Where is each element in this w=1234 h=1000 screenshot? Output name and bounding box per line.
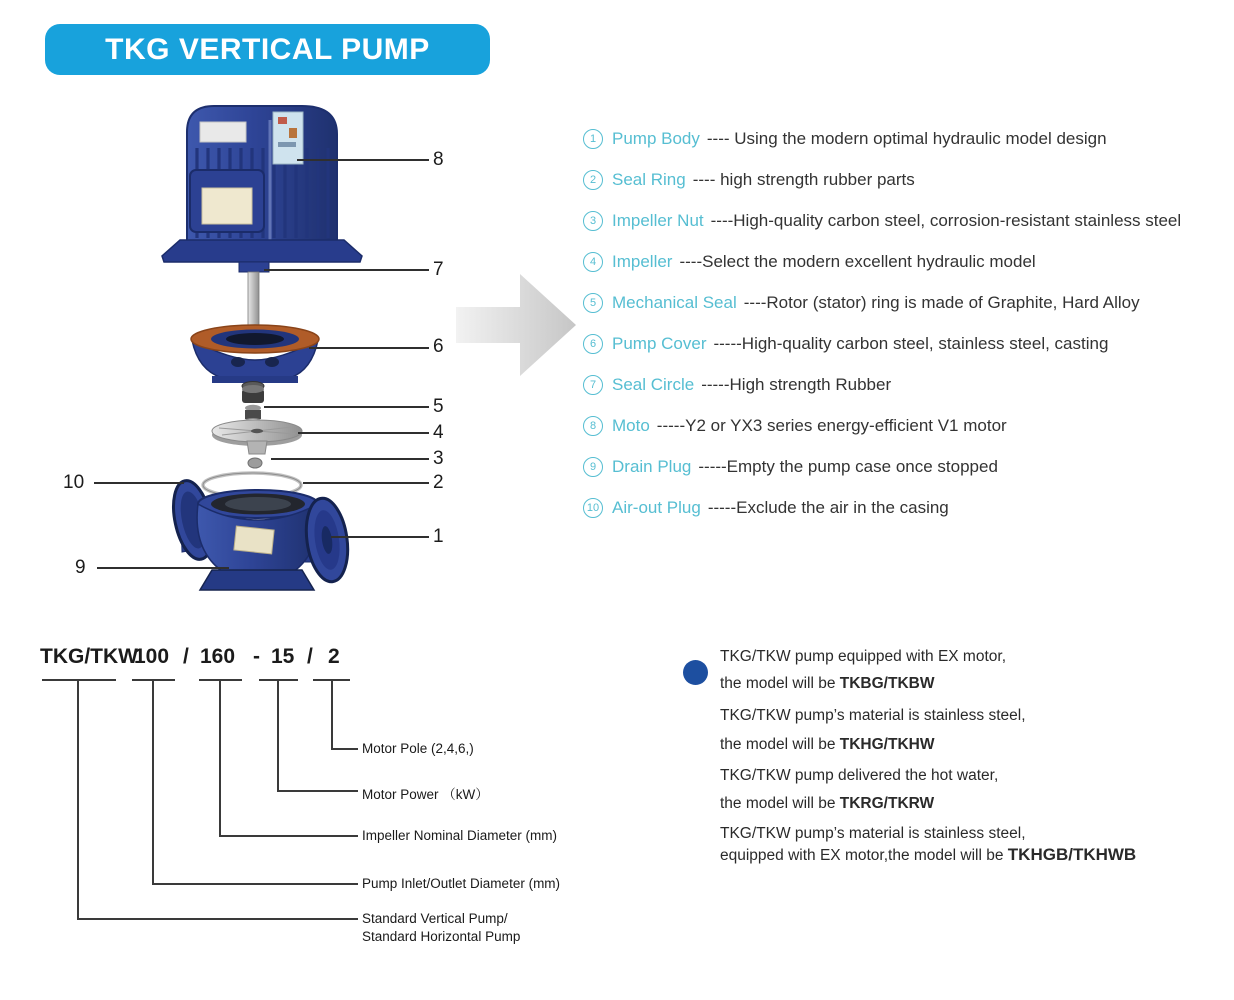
- model-separator: /: [183, 645, 189, 668]
- model-tree-line: [219, 681, 221, 837]
- part-row: [583, 487, 1234, 528]
- callout-line: [97, 567, 229, 569]
- model-code: TKHGB/TKHWB: [1007, 845, 1137, 864]
- model-underline: [42, 679, 116, 681]
- callout-line: [271, 458, 429, 460]
- model-label-standard-h: Standard Horizontal Pump: [362, 929, 521, 944]
- model-tree-line: [77, 918, 358, 920]
- model-label-motor-pole: Motor Pole (2,4,6,): [362, 741, 474, 756]
- model-tree-line: [277, 790, 358, 792]
- model-tree-line: [331, 681, 333, 750]
- model-code: TKHG/TKHW: [839, 736, 935, 753]
- notes-block: [680, 648, 1160, 865]
- model-label-standard-v: Standard Vertical Pump/: [362, 911, 508, 926]
- part-description: -----Empty the pump case once stopped: [698, 456, 998, 476]
- callout-line: [264, 269, 429, 271]
- part-number-badge: 10: [583, 498, 603, 518]
- callout-line: [309, 347, 429, 349]
- model-tree-line: [219, 835, 358, 837]
- note-line: equipped with EX motor,the model will be TKHGB/TKHWB: [720, 845, 1137, 864]
- part-name: Seal Ring: [612, 169, 686, 189]
- parts-list: [583, 118, 1234, 528]
- note-line: the model will be TKBG/TKBW: [720, 675, 935, 692]
- part-number-badge: 2: [583, 170, 603, 190]
- note-line: the model will be TKHG/TKHW: [720, 736, 935, 753]
- part-name: Moto: [612, 415, 650, 435]
- part-number-badge: 7: [583, 375, 603, 395]
- part-row: [583, 118, 1234, 159]
- impeller-shape: [212, 420, 302, 454]
- part-number-badge: 8: [583, 416, 603, 436]
- part-row: [583, 446, 1234, 487]
- part-number-badge: 6: [583, 334, 603, 354]
- part-name: Seal Circle: [612, 374, 695, 394]
- part-name: Air-out Plug: [612, 497, 701, 517]
- title-banner: [45, 24, 490, 75]
- part-description: -----Y2 or YX3 series energy-efficient V1 motor: [656, 415, 1007, 435]
- part-row: [583, 159, 1234, 200]
- part-description: -----High strength Rubber: [701, 374, 892, 394]
- callout-9: 9: [75, 557, 86, 578]
- page-title: TKG VERTICAL PUMP: [105, 32, 430, 66]
- model-tree-line: [77, 681, 79, 920]
- model-tree-line: [152, 883, 358, 885]
- model-code: TKBG/TKBW: [839, 675, 935, 692]
- part-name: Pump Cover: [612, 333, 707, 353]
- model-separator: /: [307, 645, 313, 668]
- note-line: TKG/TKW pump delivered the hot water,: [720, 767, 999, 784]
- part-row: [583, 364, 1234, 405]
- model-segment-inlet: 100: [134, 645, 170, 668]
- callout-line: [331, 536, 429, 538]
- part-row: [583, 323, 1234, 364]
- part-description: ----High-quality carbon steel, corrosion-resistant stainless steel: [710, 210, 1182, 230]
- part-number-badge: 5: [583, 293, 603, 313]
- note-line: the model will be TKRG/TKRW: [720, 795, 935, 812]
- part-row: [583, 282, 1234, 323]
- callout-6: 6: [433, 336, 444, 357]
- part-number-badge: 1: [583, 129, 603, 149]
- model-code: TKRG/TKRW: [839, 795, 935, 812]
- callout-line: [264, 406, 429, 408]
- note-line: TKG/TKW pump’s material is stainless steel,: [720, 825, 1026, 842]
- part-number-badge: 9: [583, 457, 603, 477]
- part-description: ----Select the modern excellent hydraulic model: [679, 251, 1036, 271]
- part-name: Drain Plug: [612, 456, 692, 476]
- callout-4: 4: [433, 422, 444, 443]
- note-line: TKG/TKW pump’s material is stainless steel,: [720, 707, 1026, 724]
- part-description: ---- Using the modern optimal hydraulic model design: [706, 128, 1107, 148]
- model-tree-line: [331, 748, 358, 750]
- pump-body-shape: [167, 477, 353, 590]
- model-label-motor-power: Motor Power （kW）: [362, 787, 489, 802]
- callout-line: [94, 482, 184, 484]
- bullet-icon: [683, 660, 708, 685]
- arrow-right-icon: [450, 262, 582, 384]
- motor-shape: [162, 106, 362, 262]
- callout-2: 2: [433, 472, 444, 493]
- pump-cover-shape: [191, 325, 319, 383]
- part-name: Mechanical Seal: [612, 292, 737, 312]
- part-description: ----Rotor (stator) ring is made of Graphite, Hard Alloy: [743, 292, 1140, 312]
- model-segment-series: TKG/TKW: [40, 645, 138, 668]
- part-description: -----Exclude the air in the casing: [707, 497, 949, 517]
- callout-line: [303, 482, 429, 484]
- callout-5: 5: [433, 396, 444, 417]
- model-label-impeller-dia: Impeller Nominal Diameter (mm): [362, 828, 558, 843]
- model-segment-pole: 2: [328, 645, 340, 668]
- model-segment-power: 15: [271, 645, 295, 668]
- impeller-nut-shape: [248, 458, 262, 468]
- callout-line: [297, 159, 429, 161]
- part-number-badge: 3: [583, 211, 603, 231]
- part-row: [583, 405, 1234, 446]
- callout-7: 7: [433, 259, 444, 280]
- model-separator: -: [253, 645, 260, 668]
- callout-3: 3: [433, 448, 444, 469]
- part-name: Pump Body: [612, 128, 700, 148]
- callout-line: [298, 432, 429, 434]
- part-row: [583, 241, 1234, 282]
- part-number-badge: 4: [583, 252, 603, 272]
- mechanical-seal-shape: [242, 382, 264, 426]
- model-tree-line: [277, 681, 279, 792]
- model-tree-line: [152, 681, 154, 885]
- callout-10: 10: [63, 472, 85, 493]
- part-name: Impeller Nut: [612, 210, 704, 230]
- part-description: ---- high strength rubber parts: [692, 169, 915, 189]
- note-line: TKG/TKW pump equipped with EX motor,: [720, 648, 1007, 665]
- callout-1: 1: [433, 526, 444, 547]
- model-segment-impeller: 160: [200, 645, 236, 668]
- part-row: [583, 200, 1234, 241]
- part-description: -----High-quality carbon steel, stainless steel, casting: [713, 333, 1109, 353]
- model-label-inlet-outlet: Pump Inlet/Outlet Diameter (mm): [362, 876, 561, 891]
- part-name: Impeller: [612, 251, 673, 271]
- callout-8: 8: [433, 149, 444, 170]
- pump-exploded-image: [30, 90, 450, 600]
